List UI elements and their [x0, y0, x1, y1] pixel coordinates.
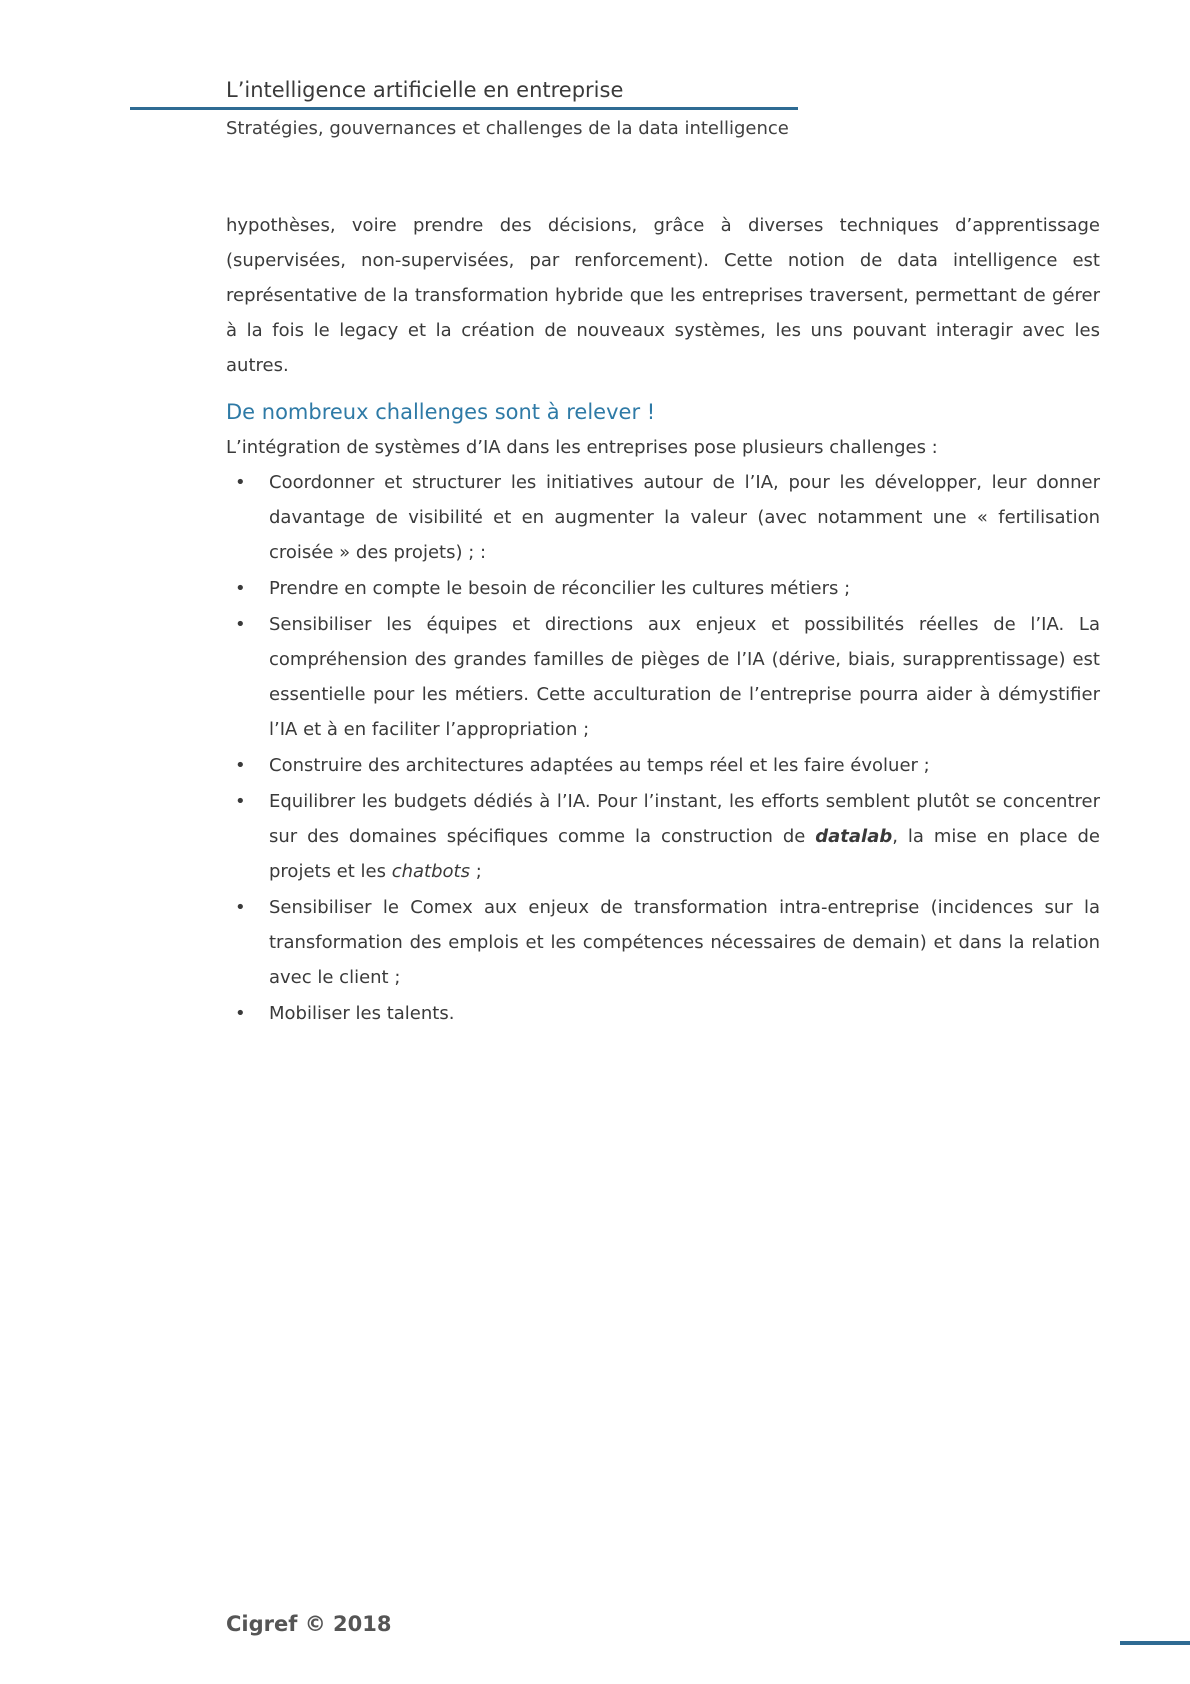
list-item-text [269, 791, 1100, 882]
bullet-icon: • [235, 1003, 246, 1024]
footer-rule [1120, 1641, 1190, 1645]
section-heading: De nombreux challenges sont à relever ! [226, 400, 656, 424]
list-item-text: Prendre en compte le besoin de réconcilier les cultures métiers ; [269, 578, 851, 599]
chatbots-term: chatbots [391, 861, 470, 882]
list-item [226, 607, 1100, 747]
bullet-icon: • [235, 897, 246, 918]
list-item-text: Mobiliser les talents. [269, 1003, 455, 1024]
datalab-term: datalab [815, 826, 893, 847]
header-title: L’intelligence artificielle en entreprise [226, 78, 624, 102]
list-item-text: Coordonner et structurer les initiatives autour de l’IA, pour les développer, leur donner davantage de visibilité et en augmenter la valeur (avec notamment une « fertilisation croisée » des projets) ; : [269, 472, 1100, 563]
list-item-text: Construire des architectures adaptées au temps réel et les faire évoluer ; [269, 755, 930, 776]
budget-text-before: Equilibrer les budgets dédiés à l’IA. Pour l’instant, les efforts semblent plutôt se concentrer sur des domaines spécifiques comme la construction de [269, 791, 1100, 847]
header-rule [130, 107, 798, 110]
header-subtitle: Stratégies, gouvernances et challenges de la data intelligence [226, 118, 789, 139]
list-item [226, 748, 1100, 783]
list-item [226, 996, 1100, 1031]
footer-copyright: Cigref © 2018 [226, 1612, 392, 1636]
bullet-icon: • [235, 614, 246, 635]
list-item [226, 784, 1100, 889]
list-item [226, 465, 1100, 570]
list-item [226, 571, 1100, 606]
budget-text-after: ; [470, 861, 482, 882]
intro-text: L’intégration de systèmes d’IA dans les entreprises pose plusieurs challenges : [226, 437, 938, 458]
bullet-icon: • [235, 755, 246, 776]
bullet-icon: • [235, 791, 246, 812]
challenge-list [226, 465, 1100, 1031]
bullet-icon: • [235, 472, 246, 493]
budget-text-middle: , la mise en place de projets et les [269, 826, 1101, 882]
list-item-text: Sensibiliser le Comex aux enjeux de transformation intra-entreprise (incidences sur la transformation des emplois et les compétences nécessaires de demain) et dans la relation avec le client ; [269, 897, 1100, 988]
list-item-text: Sensibiliser les équipes et directions aux enjeux et possibilités réelles de l’IA. La compréhension des grandes familles de pièges de l’IA (dérive, biais, surapprentissage) est essentielle pour les métiers. Cette acculturation de l’entreprise pourra aider à démystifier l’IA et à en faciliter l’appropriation ; [269, 614, 1100, 740]
list-item [226, 890, 1100, 995]
bullet-icon: • [235, 578, 246, 599]
page-content [226, 208, 1100, 1032]
body-paragraph: hypothèses, voire prendre des décisions, grâce à diverses techniques d’apprentissage (supervisées, non-supervisées, par renforcement). Cette notion de data intelligence est représentative de la transformation hybride que les entreprises traversent, permettant de gérer à la fois le legacy et la création de nouveaux systèmes, les uns pouvant interagir avec les autres. [226, 215, 1100, 376]
